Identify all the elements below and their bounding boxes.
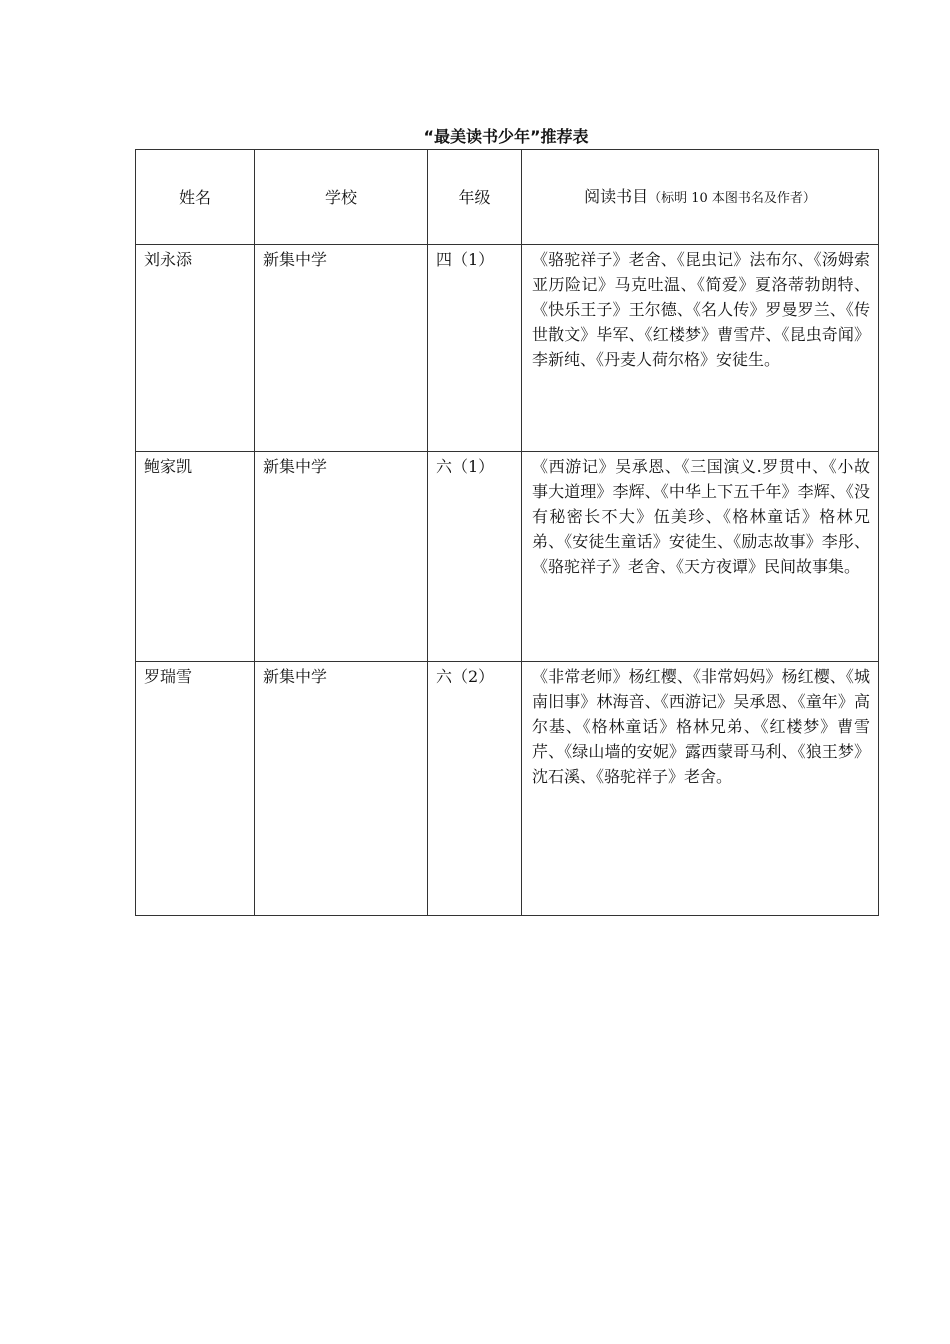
book-list: 《非常老师》杨红樱、《非常妈妈》杨红樱、《城南旧事》林海音、《西游记》吴承恩、《童年》高尔基、《格林童话》格林兄弟、《红楼梦》曹雪芹、《绿山墙的安妮》露西蒙哥马利、《狼王梦》沈石溪、《骆驼祥子》老舍。 [522, 662, 879, 916]
header-books [522, 150, 879, 245]
recommendation-table [135, 149, 879, 916]
header-school: 学校 [255, 150, 428, 245]
header-books-label: 阅读书目 [584, 186, 649, 206]
page-title: “最美读书少年”推荐表 [423, 127, 589, 146]
table-row [136, 452, 879, 662]
student-grade: 六（2） [428, 662, 522, 916]
table-header-row [136, 150, 879, 245]
student-name: 鲍家凯 [136, 452, 255, 662]
table-row [136, 662, 879, 916]
student-grade: 六（1） [428, 452, 522, 662]
student-grade: 四（1） [428, 245, 522, 452]
student-name: 罗瑞雪 [136, 662, 255, 916]
table-row [136, 245, 879, 452]
header-books-note: （标明 10 本图书名及作者） [648, 190, 816, 206]
student-school: 新集中学 [255, 662, 428, 916]
book-list: 《骆驼祥子》老舍、《昆虫记》法布尔、《汤姆索亚历险记》马克吐温、《简爱》夏洛蒂勃朗特、《快乐王子》王尔德、《名人传》罗曼罗兰、《传世散文》毕军、《红楼梦》曹雪芹、《昆虫奇闻》李新纯、《丹麦人荷尔格》安徒生。 [522, 245, 879, 452]
student-school: 新集中学 [255, 245, 428, 452]
book-list: 《西游记》吴承恩、《三国演义.罗贯中、《小故事大道理》李辉、《中华上下五千年》李辉、《没有秘密长不大》伍美珍、《格林童话》格林兄弟、《安徒生童话》安徒生、《励志故事》李彤、《骆驼祥子》老舍、《天方夜谭》民间故事集。 [522, 452, 879, 662]
student-school: 新集中学 [255, 452, 428, 662]
header-grade: 年级 [428, 150, 522, 245]
student-name: 刘永添 [136, 245, 255, 452]
header-name: 姓名 [136, 150, 255, 245]
